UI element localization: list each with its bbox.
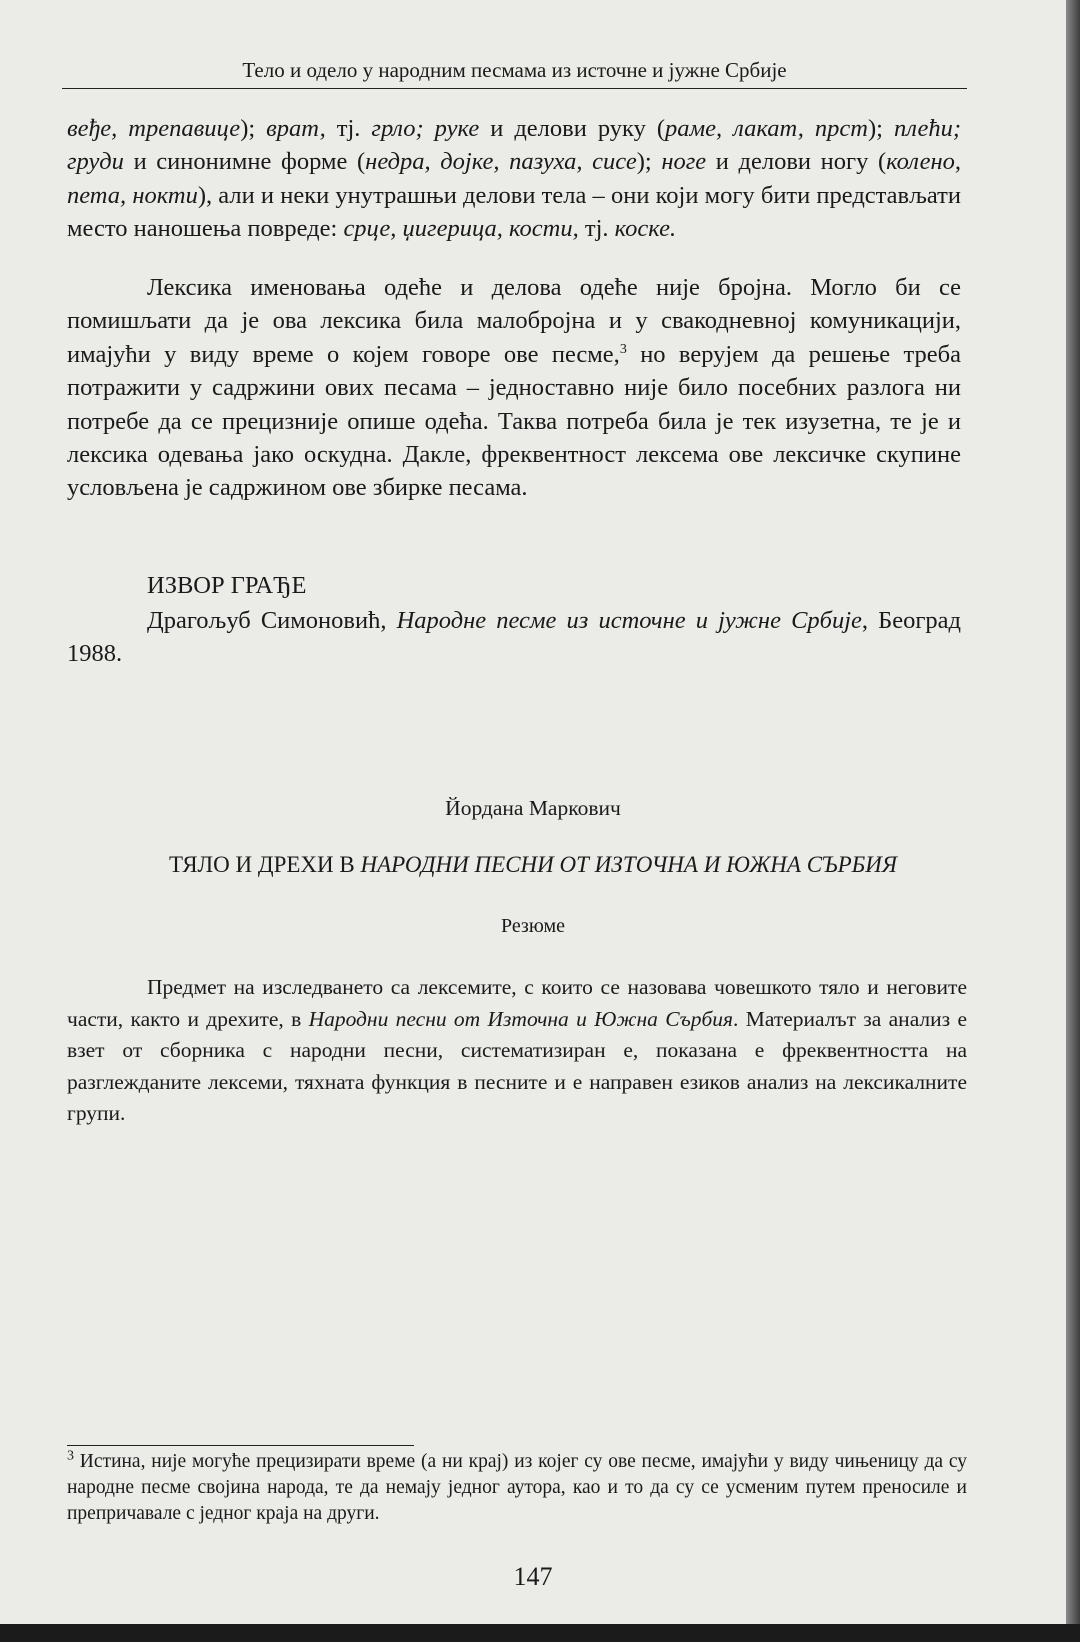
source-place: , Београд 1988. — [67, 607, 961, 668]
running-header: Тело и одело у народним песмама из источне и јужне Србије — [242, 58, 787, 82]
source-heading: ИЗВОР ГРАЂЕ — [147, 572, 307, 599]
footnote-text: Истина, није могуће прецизирати време (а ни крај) из којег су ове песме, имајући у виду чињеницу да су народне песме својина народа, те да немају једног аутора, као и то да су се усменим путем преносиле и препричавале с једног краја на други. — [67, 1451, 967, 1524]
page-number: 147 — [513, 1562, 553, 1591]
text-span: тј. — [325, 115, 372, 142]
text-span: плећи; груди — [67, 115, 962, 176]
source-citation — [67, 604, 961, 671]
page-edge-shadow — [1066, 0, 1080, 1642]
text-span: и делови руку ( — [479, 115, 665, 142]
footnote — [67, 1449, 967, 1527]
scan-bottom-edge — [0, 1624, 1080, 1642]
text-span: НАРОДНИ ПЕСНИ ОТ ИЗТОЧНА И ЮЖНА СЪРБИЯ — [360, 852, 897, 877]
body-paragraph-1 — [67, 112, 961, 246]
text-span: недра, дојке, пазуха, сисе — [365, 148, 637, 176]
text-span: ); — [636, 148, 662, 176]
source-title: Народне песме из источне и јужне Србије — [396, 607, 862, 634]
text-span: веђе, трепавице — [67, 115, 241, 142]
text-span: ); — [240, 115, 267, 142]
body-paragraph-2 — [67, 271, 961, 505]
text-span: Предмет на изследването са лексемите, с които се назовава човешкото тяло и неговите части, както и дрехите, в — [67, 975, 967, 1031]
summary-paragraph — [67, 972, 967, 1130]
text-span: коске. — [614, 215, 677, 243]
text-span: и делови ногу ( — [706, 148, 887, 176]
text-span: грло; руке — [371, 115, 480, 142]
source-author: Драгољуб Симоновић, — [147, 607, 397, 634]
footnote-reference[interactable]: 3 — [619, 341, 627, 357]
text-span: Лексика именовања одеће и делова одеће није бројна. Могло би се помишљати да је ова лексика била малобројна и у свакодневној комуникацији, имајући у виду време о којем говоре ове песме, — [67, 274, 961, 368]
text-span: ноге — [661, 148, 707, 176]
text-span: ТЯЛО И ДРЕХИ В — [169, 852, 361, 877]
text-span: . Материалът за анализ е взет от сборника с народни песни, систематизиран е, показана е фреквентността на разглежданите лексеми, тяхната функция в песните и е направен езиков анализ на лексикалните групи. — [67, 1006, 967, 1125]
text-span: срце, џигерица, кости, — [343, 215, 579, 243]
footnote-rule — [67, 1445, 414, 1446]
text-span: врат, — [266, 115, 326, 142]
summary-label: Резюме — [500, 915, 566, 937]
header-rule — [62, 88, 967, 89]
text-span: и синонимне форме ( — [123, 148, 366, 176]
text-span: ), али и неки унутрашњи делови тела – они који могу бити представљати место наношења повреде: — [67, 181, 961, 243]
text-span: ); — [867, 115, 894, 142]
text-span: но верујем да решење треба потражити у садржини ових песама – једноставно није било посебних разлога ни потребе да се прецизније опише одећа. Таква потреба била је тек изузетна, те је и лексика одевања јако оскудна. Дакле, фреквентност лексема ове лексичке скупине условљена је садржином ове збирке песама. — [67, 340, 961, 502]
footnote-marker: 3 — [67, 1448, 74, 1464]
summary-title — [0, 852, 1066, 878]
summary-author: Йордана Маркович — [445, 796, 621, 820]
text-span: Народни песни от Източна и Южна Сърбия — [308, 1006, 734, 1031]
text-span: раме, лакат, прст — [665, 115, 868, 142]
text-span: тј. — [578, 215, 615, 243]
text-span: колено, пета, нокти — [67, 148, 961, 209]
